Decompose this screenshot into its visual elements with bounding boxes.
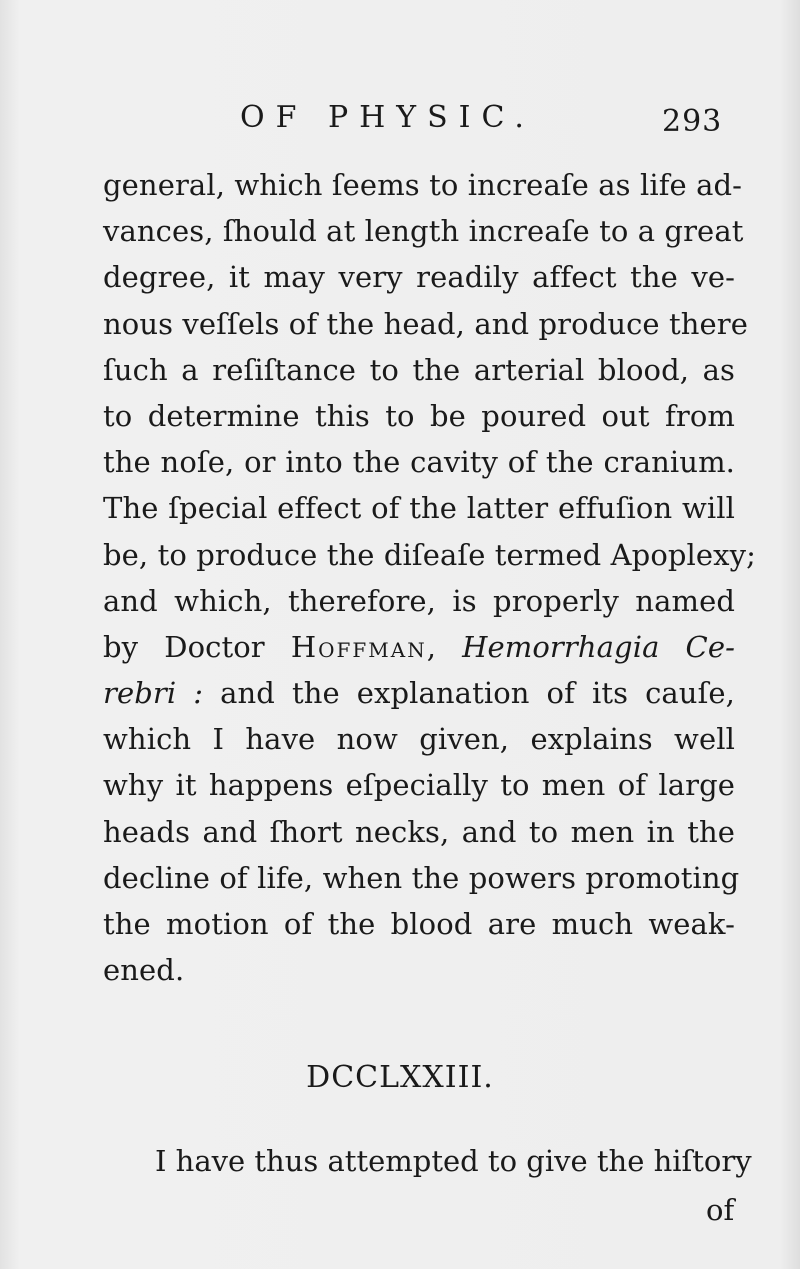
section-first-line: I have thus attempted to give the hiſtory [155,1144,752,1178]
text-line-final: ened. [103,953,185,988]
text-line: nous veſſels of the head, and produce there [103,306,749,341]
page-header [0,100,800,140]
text-line: the noſe, or into the cavity of the cranium. [103,445,735,480]
text-line: decline of life, when the powers promoting [103,860,740,895]
text-line: general, which ſeems to increaſe as life ad- [103,168,743,202]
text-line: the motion of the blood are much weak- [103,907,735,941]
latin-term-end: rebri : [103,676,204,711]
text-line [103,624,735,670]
latin-term: Hemorrhagia Ce- [462,629,735,664]
section-heading: DCCLXXIII. [306,1060,494,1095]
page-number: 293 [662,104,723,139]
body-paragraph [103,162,756,993]
text-line: why it happens eſpecially to men of large [103,768,735,803]
text-line [103,670,735,716]
text-line: which I have now given, explains well [103,722,735,757]
text-line: be, to produce the diſeaſe termed Apoplexy; [103,537,756,572]
line-punct: , [426,629,463,664]
text-line: The ſpecial effect of the latter effuſion will [103,491,735,526]
line-rest: and the explanation of its cauſe, [203,676,735,711]
text-line: ſuch a reſiſtance to the arterial blood, as [103,352,735,387]
text-line: degree, it may very readily affect the ve- [103,260,735,295]
running-title: OF PHYSIC. [240,100,535,135]
catchword: of [706,1193,735,1227]
text-line: and which, therefore, is properly named [103,583,735,618]
text-line: to determine this to be poured out from [103,398,735,433]
author-name: Hoffman [290,629,427,664]
text-line: vances, ſhould at length increaſe to a great [103,214,744,249]
line-prefix: by Doctor [103,629,291,664]
text-line: heads and ſhort necks, and to men in the [103,814,735,849]
